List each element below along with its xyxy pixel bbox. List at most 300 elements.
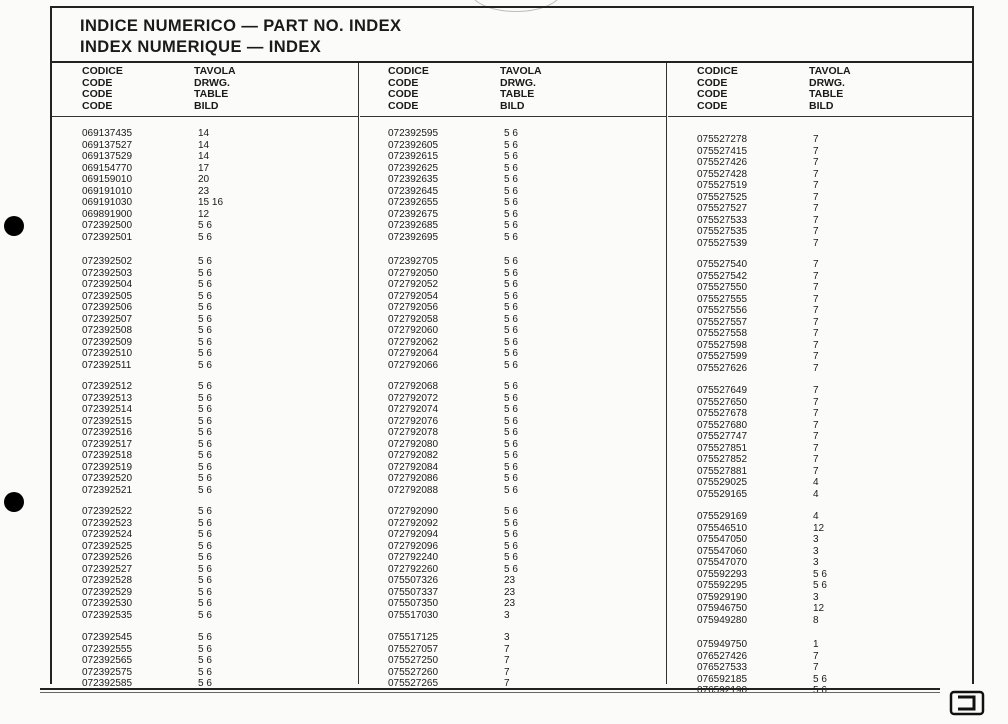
table-ref: 7 (813, 465, 819, 477)
part-code: 072392625 (388, 162, 439, 174)
table-ref: 5 6 (198, 517, 212, 529)
part-code: 072392504 (82, 279, 133, 290)
part-code: 072792082 (388, 450, 439, 461)
part-code: 072392555 (82, 643, 133, 655)
table-ref: 5 6 (198, 279, 212, 290)
table-ref: 5 6 (198, 666, 212, 678)
table-ref: 5 6 (198, 632, 212, 643)
index-row (388, 598, 618, 610)
part-code: 072392695 (388, 231, 439, 243)
index-row (388, 610, 618, 622)
table-ref: 5 6 (504, 325, 518, 336)
table-ref: 5 6 (813, 673, 827, 685)
part-code: 072792084 (388, 461, 439, 473)
index-row (82, 381, 312, 393)
table-ref: 23 (504, 575, 516, 586)
index-row (697, 674, 927, 686)
table-ref: 5 6 (504, 336, 518, 348)
part-code: 072792094 (388, 529, 439, 540)
index-row (388, 462, 618, 474)
table-ref: 23 (504, 586, 516, 598)
table-ref: 7 (813, 362, 819, 374)
part-code: 069137529 (82, 151, 133, 162)
header-code-label: CODE (82, 99, 113, 112)
index-row (82, 506, 312, 518)
part-code: 075527649 (697, 385, 748, 396)
table-ref: 5 6 (198, 427, 212, 438)
header-table-label: DRWG. (809, 76, 845, 89)
table-ref: 5 6 (504, 348, 518, 359)
index-row (697, 523, 927, 535)
index-row (82, 220, 312, 232)
part-code: 072792066 (388, 359, 439, 371)
part-code: 072792240 (388, 552, 439, 563)
index-block (82, 381, 312, 496)
table-ref: 3 (813, 557, 819, 568)
header-table-label: DRWG. (194, 76, 230, 89)
part-code: 075592295 (697, 580, 748, 591)
table-ref: 7 (504, 643, 510, 655)
index-row (82, 575, 312, 587)
index-row (697, 477, 927, 489)
part-code: 072392515 (82, 415, 133, 427)
part-code: 072392516 (82, 427, 133, 438)
index-row (697, 651, 927, 663)
part-code: 075507350 (388, 598, 439, 609)
table-ref: 5 6 (504, 162, 518, 174)
part-code: 075517030 (388, 609, 439, 621)
table-ref: 8 (813, 614, 819, 626)
part-code: 069154770 (82, 162, 133, 174)
table-ref: 5 6 (198, 231, 212, 243)
part-code: 075529025 (697, 477, 748, 488)
index-row (388, 529, 618, 541)
index-row (697, 639, 927, 651)
index-row (388, 163, 618, 175)
index-row (82, 325, 312, 337)
table-ref: 7 (813, 259, 819, 270)
part-code: 072392705 (388, 256, 439, 267)
part-code: 075527598 (697, 339, 748, 351)
table-ref: 7 (813, 328, 819, 339)
part-code: 075507326 (388, 575, 439, 586)
table-ref: 23 (504, 598, 516, 609)
part-code: 072392528 (82, 575, 133, 586)
table-ref: 7 (504, 655, 510, 666)
index-row (697, 569, 927, 581)
index-row (82, 485, 312, 497)
index-block (697, 385, 927, 500)
table-ref: 7 (813, 408, 819, 419)
part-code: 072392524 (82, 529, 133, 540)
index-row (82, 529, 312, 541)
index-row (82, 337, 312, 349)
index-row (82, 427, 312, 439)
table-ref: 5 6 (198, 313, 212, 325)
index-row (697, 215, 927, 227)
part-code: 072792060 (388, 325, 439, 336)
index-block (82, 632, 312, 690)
header-code-label: CODE (697, 99, 728, 112)
part-code: 069137435 (82, 128, 133, 139)
index-row (82, 302, 312, 314)
index-row (388, 564, 618, 576)
index-row (697, 271, 927, 283)
next-page-icon[interactable] (948, 688, 988, 718)
index-row (388, 302, 618, 314)
part-code: 072792260 (388, 563, 439, 575)
part-code: 075527550 (697, 282, 748, 293)
index-row (388, 197, 618, 209)
part-code: 072392529 (82, 586, 133, 598)
index-row (82, 587, 312, 599)
table-ref: 5 6 (813, 580, 827, 591)
table-ref: 12 (813, 603, 825, 614)
header-table-label: DRWG. (500, 76, 536, 89)
table-ref: 5 6 (198, 643, 212, 655)
index-row (82, 128, 312, 140)
header-table-label: TABLE (500, 88, 535, 100)
index-row (697, 420, 927, 432)
part-code: 069191010 (82, 185, 133, 197)
table-ref: 5 6 (198, 484, 212, 496)
table-ref: 5 6 (198, 404, 212, 415)
index-row (388, 393, 618, 405)
index-frame (50, 6, 974, 696)
table-ref: 7 (813, 134, 819, 145)
index-row (388, 209, 618, 221)
part-code: 075527525 (697, 191, 748, 203)
index-row (388, 632, 618, 644)
table-ref: 7 (813, 351, 819, 362)
index-row (388, 348, 618, 360)
index-row (697, 431, 927, 443)
index-row (388, 518, 618, 530)
part-code: 072392505 (82, 290, 133, 302)
part-code: 072392506 (82, 302, 133, 313)
part-code: 072792050 (388, 267, 439, 279)
index-row (388, 151, 618, 163)
part-code: 072392615 (388, 151, 439, 162)
part-code: 072392595 (388, 128, 439, 139)
part-code: 075527542 (697, 270, 748, 282)
part-code: 072392508 (82, 325, 133, 336)
table-ref: 5 6 (198, 381, 212, 392)
part-code: 075507337 (388, 586, 439, 598)
part-code: 072392635 (388, 174, 439, 185)
part-code: 069891900 (82, 208, 133, 220)
index-row (388, 268, 618, 280)
index-row (388, 256, 618, 268)
index-row (82, 667, 312, 679)
index-row (82, 404, 312, 416)
table-ref: 5 6 (504, 290, 518, 302)
part-code: 075527555 (697, 293, 748, 305)
table-ref: 5 6 (504, 256, 518, 267)
index-row (388, 381, 618, 393)
table-ref: 5 6 (198, 586, 212, 598)
table-ref: 4 (813, 488, 819, 500)
header-code-label: CODE (82, 88, 113, 100)
table-ref: 5 6 (504, 279, 518, 290)
part-code: 072792086 (388, 473, 439, 484)
index-row (697, 397, 927, 409)
index-row (388, 473, 618, 485)
index-row (82, 598, 312, 610)
header-table-label: TAVOLA (194, 65, 236, 77)
index-block (388, 256, 618, 371)
table-ref: 5 6 (504, 540, 518, 552)
index-row (697, 454, 927, 466)
header-code-label: CODE (697, 88, 728, 100)
part-code: 075527680 (697, 419, 748, 431)
table-ref: 5 6 (504, 231, 518, 243)
index-row (697, 363, 927, 375)
index-row (82, 416, 312, 428)
index-row (388, 232, 618, 244)
part-code: 072392512 (82, 381, 133, 392)
title-divider (52, 61, 972, 63)
page-title (80, 16, 401, 58)
part-code: 075527539 (697, 237, 748, 249)
index-row (82, 541, 312, 553)
part-code: 072792078 (388, 427, 439, 438)
table-ref: 5 6 (198, 348, 212, 359)
header-code-label: CODE (388, 88, 419, 100)
index-row (388, 186, 618, 198)
table-ref: 7 (813, 180, 819, 191)
index-row (388, 427, 618, 439)
header-rule-3 (668, 116, 974, 117)
index-row (82, 163, 312, 175)
part-code: 075527881 (697, 465, 748, 477)
index-row (388, 128, 618, 140)
table-ref: 5 6 (198, 415, 212, 427)
part-code: 075527265 (388, 678, 439, 689)
index-row (82, 279, 312, 291)
table-ref: 7 (813, 203, 819, 214)
binder-hole-upper (4, 216, 24, 236)
part-code: 075527535 (697, 226, 748, 237)
table-ref: 5 6 (504, 427, 518, 438)
part-code: 075949750 (697, 639, 748, 650)
table-ref: 12 (813, 522, 825, 534)
index-row (82, 360, 312, 372)
index-row (82, 348, 312, 360)
table-ref: 7 (813, 191, 819, 203)
part-code: 075527057 (388, 643, 439, 655)
table-ref: 5 6 (198, 473, 212, 484)
part-code: 072792080 (388, 438, 439, 450)
table-ref: 7 (813, 293, 819, 305)
index-row (697, 226, 927, 238)
part-code: 072392501 (82, 231, 133, 243)
table-ref: 7 (813, 305, 819, 316)
table-ref: 14 (198, 139, 210, 151)
part-code: 075546510 (697, 522, 748, 534)
part-code: 072392565 (82, 655, 133, 666)
table-ref: 5 6 (504, 473, 518, 484)
part-code: 072392503 (82, 267, 133, 279)
index-row (388, 279, 618, 291)
index-row (82, 610, 312, 622)
table-ref: 7 (813, 662, 819, 673)
header-rule-1 (52, 116, 358, 117)
index-row (82, 393, 312, 405)
part-code: 075527599 (697, 351, 748, 362)
part-code: 072392545 (82, 632, 133, 643)
index-block (388, 381, 618, 496)
index-row (82, 439, 312, 451)
part-code: 075527556 (697, 305, 748, 316)
table-ref: 5 6 (504, 139, 518, 151)
table-ref: 7 (813, 650, 819, 662)
footer-rule (40, 688, 940, 690)
index-row (82, 473, 312, 485)
part-code: 072792076 (388, 415, 439, 427)
part-code: 075949280 (697, 614, 748, 626)
index-row (388, 439, 618, 451)
part-code: 075592293 (697, 568, 748, 580)
table-ref: 5 6 (504, 359, 518, 371)
part-code: 072392513 (82, 392, 133, 404)
table-ref: 15 16 (198, 197, 224, 208)
index-row (388, 220, 618, 232)
table-ref: 5 6 (198, 267, 212, 279)
part-code: 075529169 (697, 511, 748, 522)
table-ref: 23 (198, 185, 210, 197)
index-row (82, 232, 312, 244)
table-ref: 5 6 (504, 185, 518, 197)
binder-hole-lower (4, 492, 24, 512)
table-ref: 7 (813, 145, 819, 157)
index-row (388, 552, 618, 564)
part-code: 072392575 (82, 666, 133, 678)
table-ref: 5 6 (198, 359, 212, 371)
header-table-label: TABLE (194, 88, 229, 100)
index-row (697, 546, 927, 558)
table-ref: 1 (813, 639, 819, 650)
header-code-label: CODE (388, 99, 419, 112)
table-ref: 3 (504, 632, 510, 643)
index-row (697, 305, 927, 317)
part-code: 072392520 (82, 473, 133, 484)
part-code: 072392526 (82, 552, 133, 563)
footer-rule-thin (40, 692, 940, 693)
part-code: 072392507 (82, 313, 133, 325)
index-row (697, 603, 927, 615)
table-ref: 5 6 (198, 336, 212, 348)
part-code: 072392502 (82, 256, 133, 267)
table-ref: 5 6 (198, 563, 212, 575)
table-ref: 4 (813, 511, 819, 522)
index-row (697, 180, 927, 192)
column-divider-2 (666, 63, 667, 684)
part-code: 075527650 (697, 396, 748, 408)
index-row (697, 408, 927, 420)
part-code: 072392514 (82, 404, 133, 415)
table-ref: 7 (813, 157, 819, 168)
index-row (697, 134, 927, 146)
table-ref: 5 6 (504, 438, 518, 450)
table-ref: 7 (813, 442, 819, 454)
header-code-label: CODICE (388, 65, 429, 77)
index-row (82, 174, 312, 186)
table-ref: 5 6 (504, 404, 518, 415)
part-code: 075547050 (697, 534, 748, 545)
index-block (82, 256, 312, 371)
part-code: 072392527 (82, 563, 133, 575)
index-block (697, 511, 927, 626)
index-row (697, 169, 927, 181)
index-row (697, 385, 927, 397)
part-code: 072392535 (82, 609, 133, 621)
part-code: 075527747 (697, 431, 748, 442)
part-code: 069137527 (82, 139, 133, 151)
index-row (82, 291, 312, 303)
part-code: 076592190 (697, 685, 748, 696)
part-code: 075547070 (697, 557, 748, 568)
index-row (697, 580, 927, 592)
header-table-label: BILD (500, 99, 525, 112)
index-row (697, 466, 927, 478)
index-row (82, 450, 312, 462)
index-row (697, 282, 927, 294)
header-rule-2 (360, 116, 666, 117)
table-ref: 5 6 (504, 197, 518, 208)
index-row (697, 443, 927, 455)
table-ref: 5 6 (198, 450, 212, 461)
part-code: 072792072 (388, 392, 439, 404)
index-row (697, 238, 927, 250)
table-ref: 5 6 (504, 128, 518, 139)
table-ref: 4 (813, 477, 819, 488)
table-ref: 5 6 (198, 325, 212, 336)
part-code: 072792064 (388, 348, 439, 359)
part-code: 075527851 (697, 442, 748, 454)
part-code: 075517125 (388, 632, 439, 643)
part-code: 076527426 (697, 650, 748, 662)
index-row (697, 317, 927, 329)
part-code: 072392510 (82, 348, 133, 359)
index-row (388, 325, 618, 337)
table-ref: 7 (813, 396, 819, 408)
index-row (697, 328, 927, 340)
table-ref: 5 6 (504, 529, 518, 540)
table-ref: 5 6 (198, 302, 212, 313)
table-ref: 3 (813, 534, 819, 545)
part-code: 075929190 (697, 591, 748, 603)
part-code: 075527558 (697, 328, 748, 339)
part-code: 072792056 (388, 302, 439, 313)
index-row (388, 337, 618, 349)
part-code: 075527260 (388, 666, 439, 678)
table-ref: 7 (813, 214, 819, 226)
part-code: 072792052 (388, 279, 439, 290)
table-ref: 5 6 (198, 655, 212, 666)
table-ref: 7 (813, 237, 819, 249)
part-code: 075527428 (697, 168, 748, 180)
index-row (388, 506, 618, 518)
part-code: 072392521 (82, 484, 133, 496)
part-code: 072792096 (388, 540, 439, 552)
table-ref: 7 (813, 282, 819, 293)
index-row (388, 644, 618, 656)
part-code: 075527527 (697, 203, 748, 214)
table-ref: 20 (198, 174, 210, 185)
index-row (388, 667, 618, 679)
part-code: 072392519 (82, 461, 133, 473)
